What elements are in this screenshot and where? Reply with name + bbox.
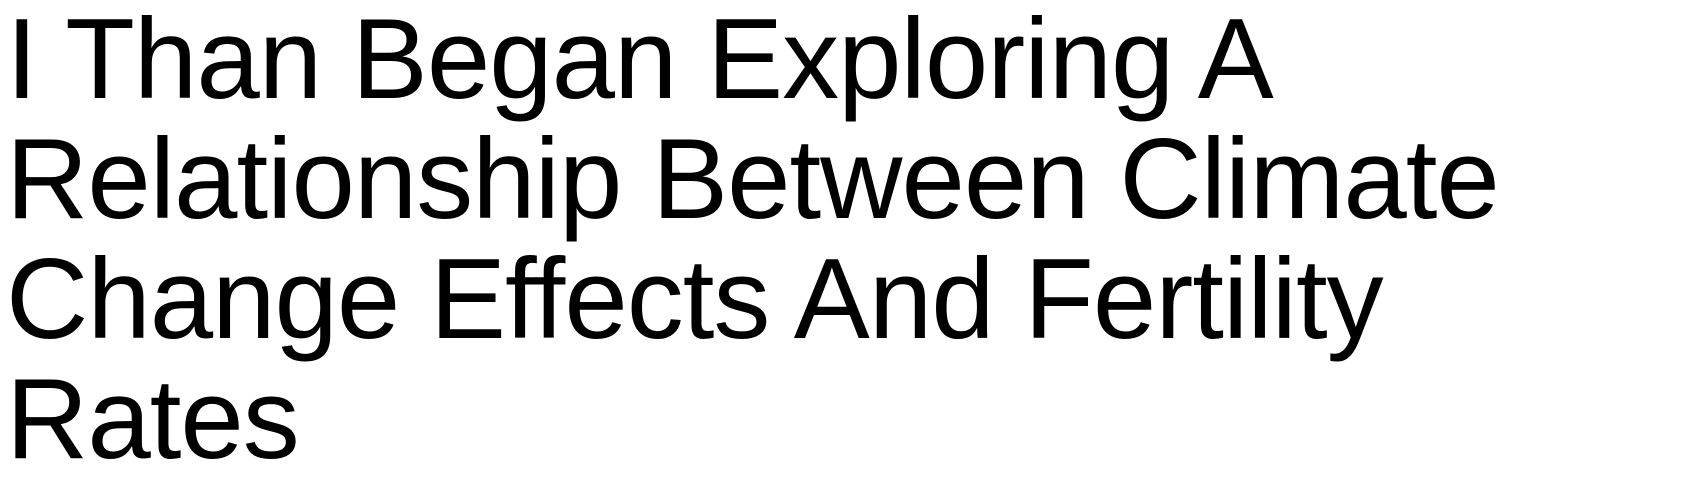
headline-line-4: Rates [6,356,299,483]
headline-line-3: Change Effects And Fertility [6,236,1383,363]
headline-line-1: I Than Began Exploring A [6,0,1273,123]
headline [6,0,1499,483]
headline-line-2: Relationship Between Climate [6,116,1499,243]
